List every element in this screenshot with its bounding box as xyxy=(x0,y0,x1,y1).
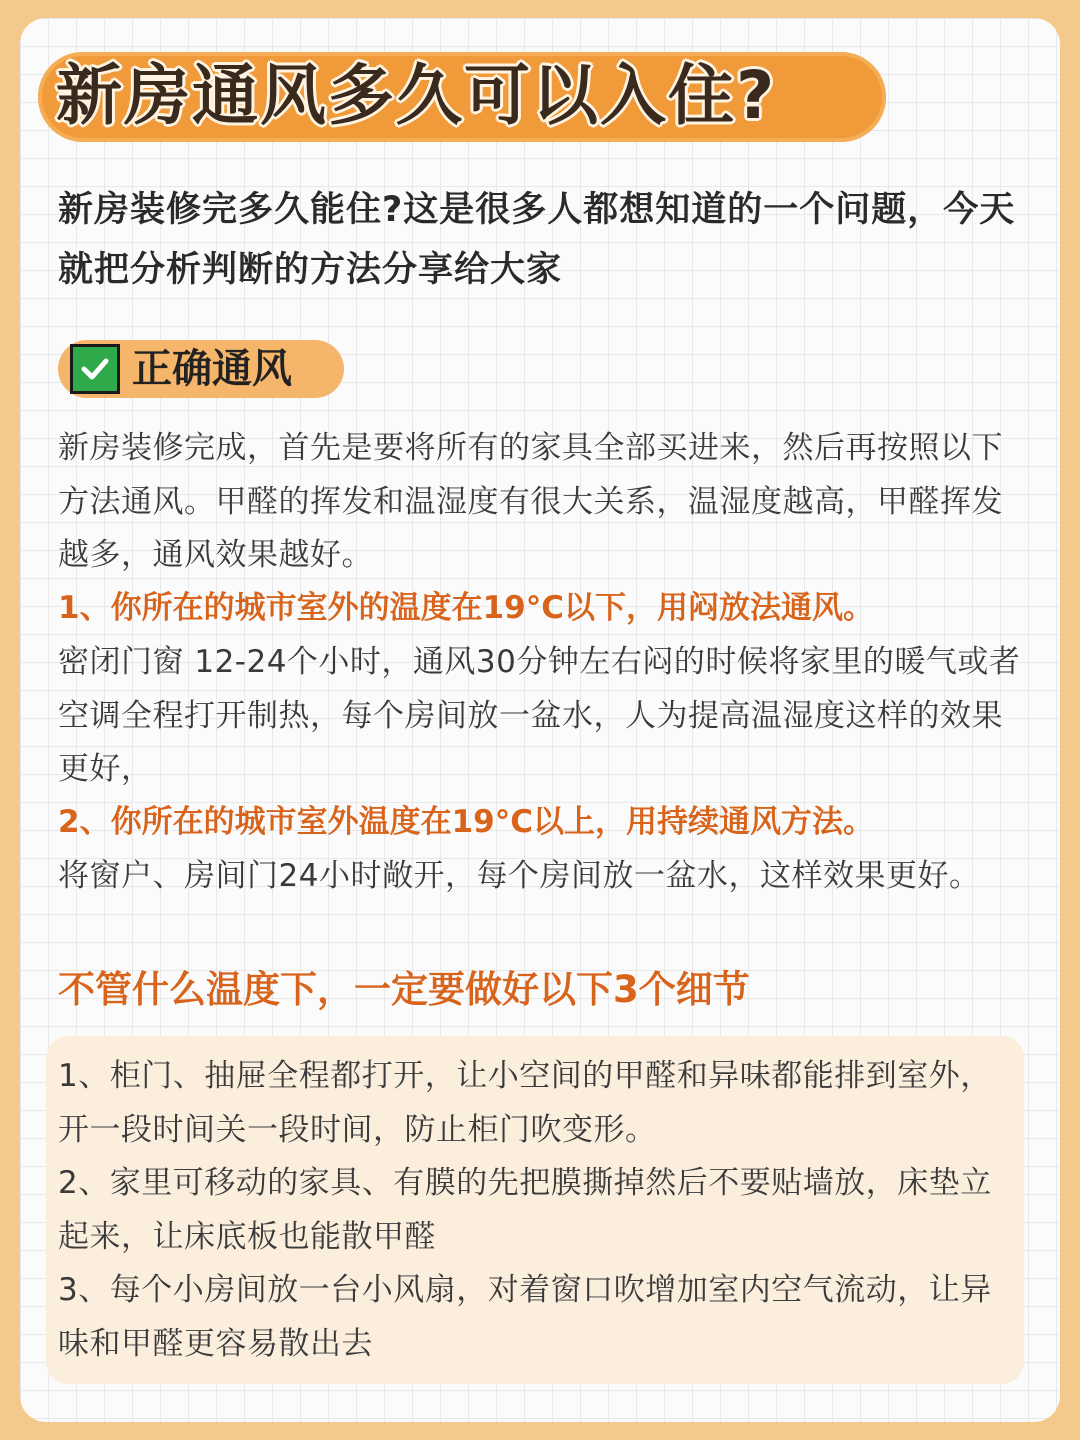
checkmark-icon xyxy=(70,344,120,394)
details-heading: 不管什么温度下，一定要做好以下3个细节 xyxy=(58,968,750,1011)
section-heading: 正确通风 xyxy=(132,346,292,392)
page-title: 新房通风多久可以入住? xyxy=(56,57,777,134)
list-item: 2、家里可移动的家具、有膜的先把膜撕掉然后不要贴墙放，床垫立起来，让床底板也能散甲醛 xyxy=(58,1165,992,1255)
method-1-text: 密闭门窗 12-24个小时，通风30分钟左右闷的时候将家里的暖气或者空调全程打开制热，每个房间放一盆水，人为提高温湿度这样的效果更好， xyxy=(58,644,1021,787)
method-2-heading: 2、你所在的城市室外温度在19°C以上，用持续通风方法。 xyxy=(58,804,874,840)
paragraph-intro: 新房装修完成，首先是要将所有的家具全部买进来，然后再按照以下方法通风。甲醛的挥发和温湿度有很大关系，温湿度越高，甲醛挥发越多，通风效果越好。 xyxy=(58,430,1003,573)
list-item: 3、每个小房间放一台小风扇，对着窗口吹增加室内空气流动，让异味和甲醛更容易散出去 xyxy=(58,1272,992,1362)
method-2-text: 将窗户、房间门24小时敞开，每个房间放一盆水，这样效果更好。 xyxy=(58,858,981,894)
method-1-heading: 1、你所在的城市室外的温度在19°C以下，用闷放法通风。 xyxy=(58,590,874,626)
intro-text: 新房装修完多久能住?这是很多人都想知道的一个问题，今天就把分析判断的方法分享给大家 xyxy=(58,190,1016,290)
list-item: 1、柜门、抽屉全程都打开，让小空间的甲醛和异味都能排到室外，开一段时间关一段时间，防止柜门吹变形。 xyxy=(58,1058,992,1148)
details-list xyxy=(58,1050,1018,1371)
